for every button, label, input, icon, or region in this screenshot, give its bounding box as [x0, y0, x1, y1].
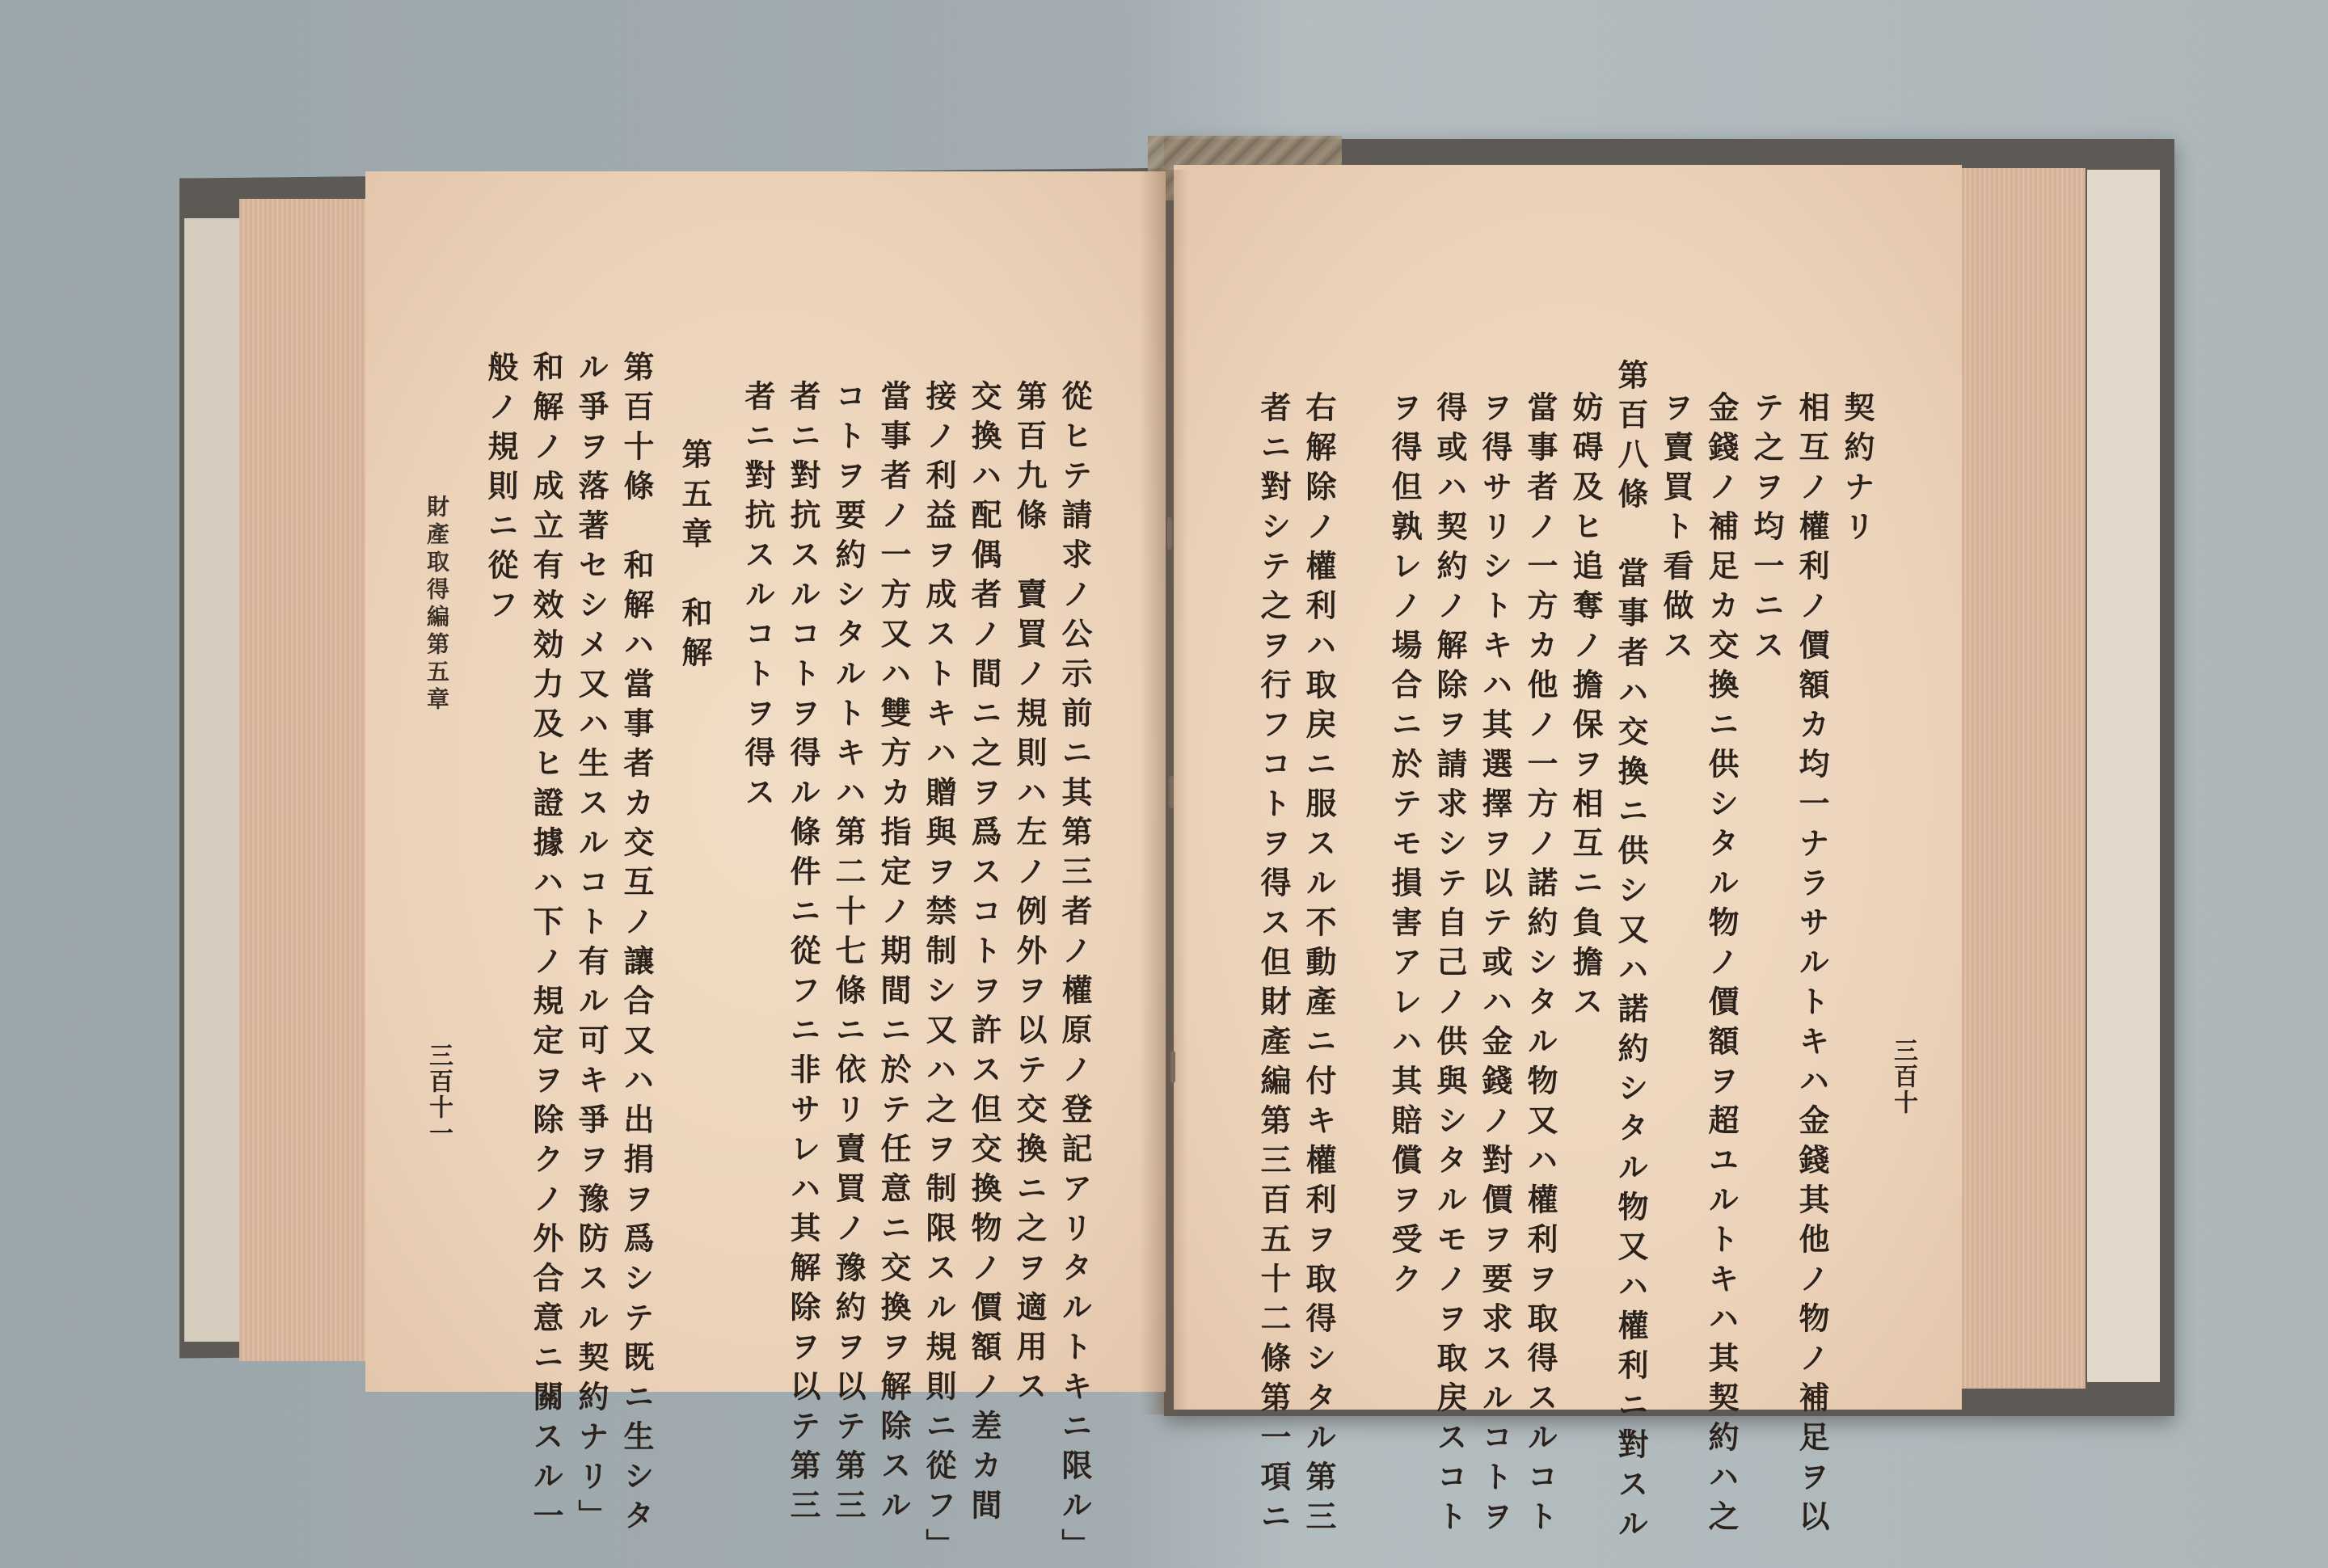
left-line-13: 般ノ規則ニ從フ: [483, 351, 519, 628]
left-page-edges: [239, 199, 369, 1361]
left-endpaper: [184, 218, 241, 1342]
right-line-4: 金錢ノ補足カ交換ニ供シタル物ノ價額ヲ超ユルトキハ其契約ハ之: [1703, 391, 1740, 1540]
right-line-6: 第百八條 當事者ハ交換ニ供シ又ハ諾約シタル物又ハ權利ニ對スル: [1613, 359, 1649, 1547]
right-line-5: ヲ賣買ト看做ス: [1658, 391, 1694, 668]
left-line-12: 和解ノ成立有效効力及ヒ證據ハ下ノ規定ヲ除クノ外合意ニ關スル一: [528, 351, 564, 1539]
left-line-10: 第百十條 和解ハ當事者カ交互ノ讓合又ハ出捐ヲ爲シテ既ニ生シタ: [618, 351, 655, 1539]
right-line-9: ヲ得サリシトキハ其選擇ヲ以テ或ハ金錢ノ對價ヲ要求スルコトヲ: [1477, 391, 1513, 1540]
left-line-1: 從ヒテ請求ノ公示前ニ其第三者ノ權原ノ登記アリタルトキニ限ル」: [1056, 380, 1093, 1568]
left-line-3: 交換ハ配偶者ノ間ニ之ヲ爲スコトヲ許ス但交換物ノ價額ノ差カ間: [966, 380, 1002, 1528]
left-page: [365, 171, 1166, 1568]
left-line-5: 當事者ノ一方又ハ雙方カ指定ノ期間ニ於テ任意ニ交換ヲ解除スル: [875, 380, 912, 1528]
left-line-8: 者ニ對抗スルコトヲ得ス: [740, 380, 776, 816]
left-line-6: コトヲ要約シタルトキハ第二十七條ニ依リ賣買ノ豫約ヲ以テ第三: [830, 380, 867, 1528]
right-endpaper: [2087, 170, 2160, 1382]
right-line-7: 妨碍及ヒ追奪ノ擔保ヲ相互ニ負擔ス: [1567, 391, 1604, 1025]
binding-stitch: [1170, 1051, 1175, 1083]
left-line-4: 接ノ利益ヲ成ストキハ贈與ヲ禁制シ又ハ之ヲ制限スル規則ニ從フ」: [921, 380, 957, 1568]
binding-stitch: [1169, 776, 1174, 808]
left-folio: 三百十一: [424, 1043, 453, 1146]
right-line-8: 當事者ノ一方カ他ノ一方ノ諾約シタル物又ハ權利ヲ取得スルコト: [1522, 391, 1558, 1540]
left-line-2: 第百九條 賣買ノ規則ハ左ノ例外ヲ以テ交換ニ之ヲ適用ス: [1011, 380, 1048, 1410]
right-folio: 三百十: [1889, 1038, 1917, 1115]
right-page-edges: [1956, 168, 2086, 1389]
right-line-3: テ之ヲ均一ニス: [1748, 391, 1785, 668]
left-line-7: 者ニ對抗スルコトヲ得ル條件ニ從フニ非サレハ其解除ヲ以テ第三: [785, 380, 821, 1528]
right-line-1: 契約ナリ: [1839, 391, 1875, 550]
right-line-11: ヲ得但孰レノ場合ニ於テモ損害アレハ其賠償ヲ受ク: [1386, 391, 1423, 1302]
right-page: [1174, 165, 1962, 1547]
binding-stitch: [1167, 517, 1172, 550]
right-line-13: 者ニ對シテ之ヲ行フコトヲ得ス但財產編第三百五十二條第一項ニ: [1255, 391, 1292, 1540]
right-line-12: 右解除ノ權利ハ取戻ニ服スル不動產ニ付キ權利ヲ取得シタル第三: [1301, 391, 1337, 1540]
chapter-heading: 第五章 和解: [677, 438, 713, 676]
left-line-11: ル爭ヲ落著セシメ又ハ生スルコト有ル可キ爭ヲ豫防スル契約ナリ」: [573, 351, 609, 1539]
right-line-10: 得或ハ契約ノ解除ヲ請求シテ自己ノ供與シタルモノヲ取戻スコト: [1432, 391, 1468, 1540]
gutter-shadow: [1140, 170, 1188, 1414]
running-head: 財產取得編第五章: [424, 495, 450, 714]
right-line-2: 相互ノ權利ノ價額カ均一ナラサルトキハ金錢其他ノ物ノ補足ヲ以: [1794, 391, 1830, 1540]
